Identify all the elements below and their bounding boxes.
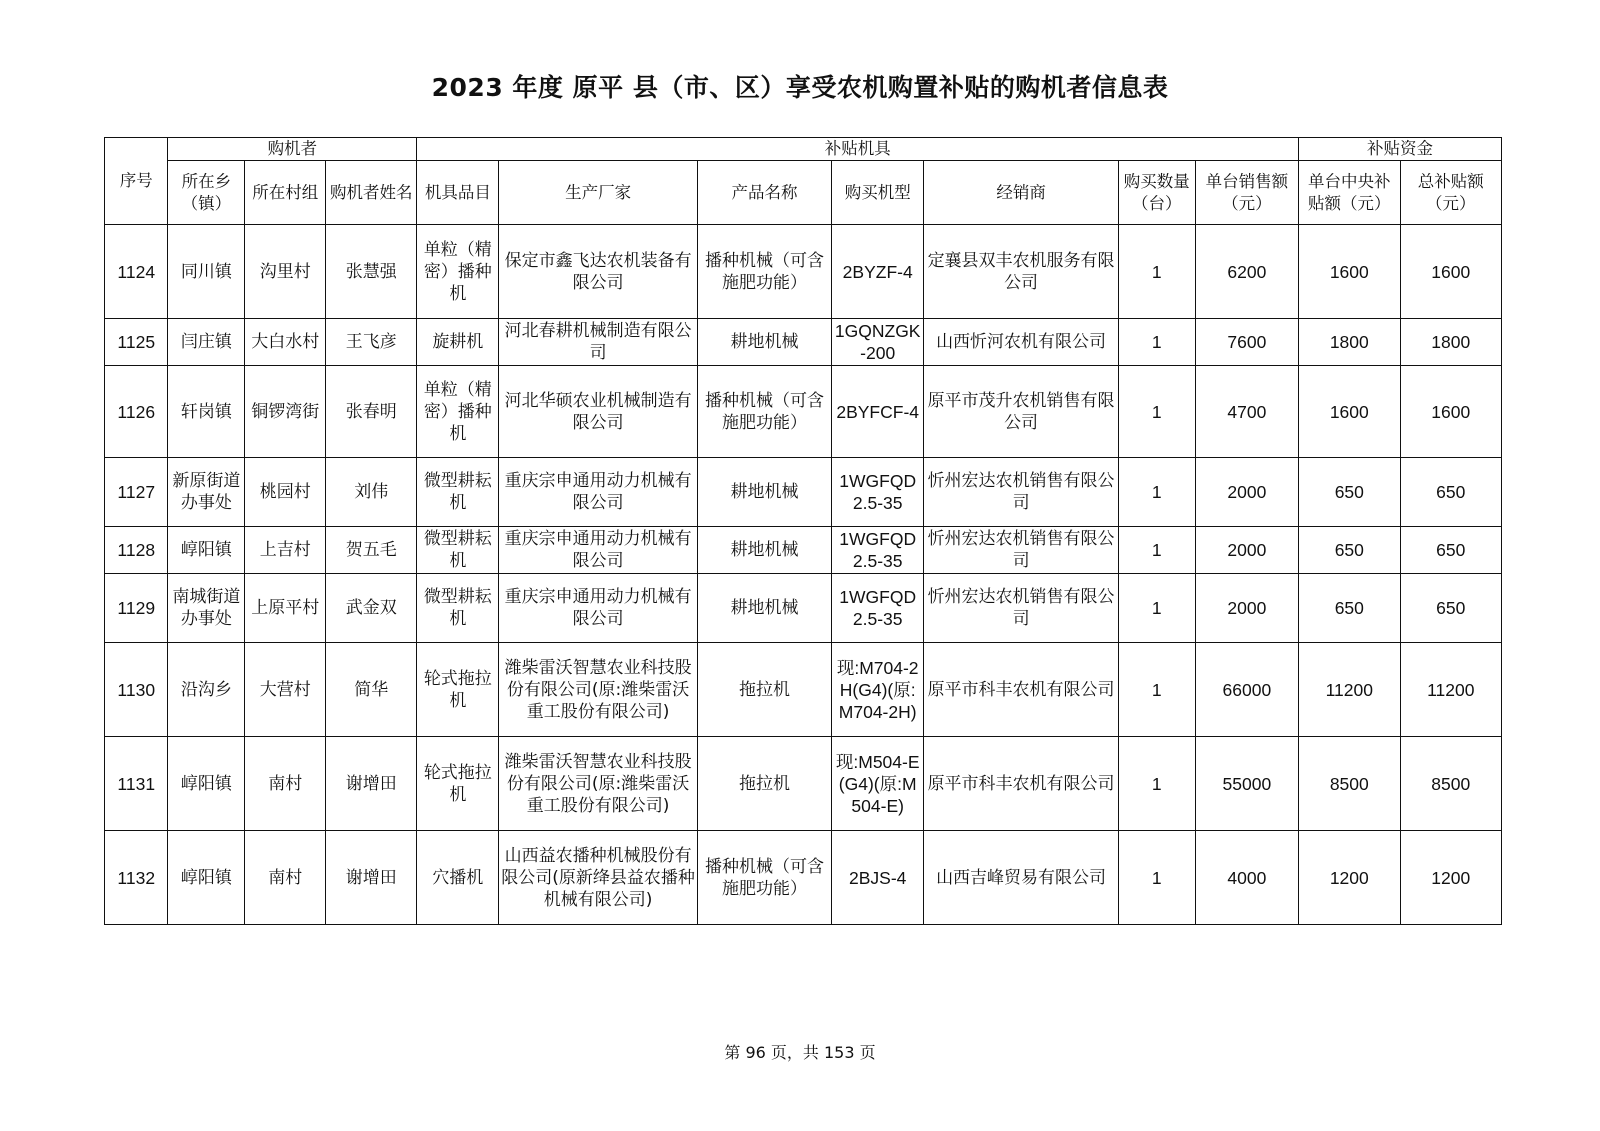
cell-town: 同川镇 bbox=[168, 225, 245, 319]
cell-product: 耕地机械 bbox=[697, 574, 831, 643]
cell-buyer-name: 武金双 bbox=[326, 574, 417, 643]
header-quantity: 购买数量（台） bbox=[1118, 161, 1195, 225]
cell-product: 播种机械（可含施肥功能） bbox=[697, 225, 831, 319]
cell-central-subsidy: 1600 bbox=[1299, 225, 1400, 319]
header-central-subsidy: 单台中央补贴额（元） bbox=[1299, 161, 1400, 225]
cell-unit-price: 55000 bbox=[1195, 737, 1298, 831]
cell-manufacturer: 潍柴雷沃智慧农业科技股份有限公司(原:潍柴雷沃重工股份有限公司) bbox=[499, 643, 698, 737]
cell-model: 现:M704-2H(G4)(原:M704-2H) bbox=[832, 643, 924, 737]
cell-model: 2BYFCF-4 bbox=[832, 366, 924, 458]
cell-unit-price: 4700 bbox=[1195, 366, 1298, 458]
header-model: 购买机型 bbox=[832, 161, 924, 225]
cell-quantity: 1 bbox=[1118, 225, 1195, 319]
cell-buyer-name: 简华 bbox=[326, 643, 417, 737]
cell-central-subsidy: 650 bbox=[1299, 574, 1400, 643]
cell-product: 耕地机械 bbox=[697, 319, 831, 366]
table-row bbox=[105, 527, 1502, 574]
cell-category: 轮式拖拉机 bbox=[417, 737, 499, 831]
header-village: 所在村组 bbox=[245, 161, 326, 225]
cell-seq: 1128 bbox=[105, 527, 168, 574]
cell-village: 南村 bbox=[245, 831, 326, 925]
cell-central-subsidy: 650 bbox=[1299, 458, 1400, 527]
cell-buyer-name: 刘伟 bbox=[326, 458, 417, 527]
cell-product: 拖拉机 bbox=[697, 643, 831, 737]
cell-total-subsidy: 650 bbox=[1400, 527, 1502, 574]
cell-total-subsidy: 8500 bbox=[1400, 737, 1502, 831]
cell-seq: 1131 bbox=[105, 737, 168, 831]
cell-buyer-name: 贺五毛 bbox=[326, 527, 417, 574]
cell-village: 大营村 bbox=[245, 643, 326, 737]
table-row bbox=[105, 643, 1502, 737]
cell-village: 大白水村 bbox=[245, 319, 326, 366]
cell-total-subsidy: 1600 bbox=[1400, 366, 1502, 458]
cell-central-subsidy: 8500 bbox=[1299, 737, 1400, 831]
cell-buyer-name: 谢增田 bbox=[326, 737, 417, 831]
cell-town: 南城街道办事处 bbox=[168, 574, 245, 643]
cell-category: 穴播机 bbox=[417, 831, 499, 925]
cell-quantity: 1 bbox=[1118, 643, 1195, 737]
cell-town: 闫庄镇 bbox=[168, 319, 245, 366]
cell-central-subsidy: 11200 bbox=[1299, 643, 1400, 737]
cell-central-subsidy: 650 bbox=[1299, 527, 1400, 574]
cell-product: 播种机械（可含施肥功能） bbox=[697, 366, 831, 458]
page-footer: 第 96 页，共 153 页 bbox=[724, 1043, 876, 1062]
cell-model: 1WGFQD2.5-35 bbox=[832, 574, 924, 643]
cell-model: 2BJS-4 bbox=[832, 831, 924, 925]
header-group-machine: 补贴机具 bbox=[417, 138, 1299, 161]
subsidy-table bbox=[104, 137, 1502, 925]
cell-category: 单粒（精密）播种机 bbox=[417, 366, 499, 458]
cell-buyer-name: 王飞彦 bbox=[326, 319, 417, 366]
cell-quantity: 1 bbox=[1118, 366, 1195, 458]
cell-village: 铜锣湾街 bbox=[245, 366, 326, 458]
cell-manufacturer: 潍柴雷沃智慧农业科技股份有限公司(原:潍柴雷沃重工股份有限公司) bbox=[499, 737, 698, 831]
cell-unit-price: 2000 bbox=[1195, 458, 1298, 527]
page-title: 2023 年度 原平 县（市、区）享受农机购置补贴的购机者信息表 bbox=[431, 73, 1169, 102]
cell-village: 上吉村 bbox=[245, 527, 326, 574]
cell-total-subsidy: 650 bbox=[1400, 574, 1502, 643]
cell-seq: 1125 bbox=[105, 319, 168, 366]
cell-village: 桃园村 bbox=[245, 458, 326, 527]
header-product: 产品名称 bbox=[697, 161, 831, 225]
cell-total-subsidy: 1600 bbox=[1400, 225, 1502, 319]
table-row bbox=[105, 737, 1502, 831]
cell-quantity: 1 bbox=[1118, 574, 1195, 643]
table-row bbox=[105, 319, 1502, 366]
cell-unit-price: 2000 bbox=[1195, 574, 1298, 643]
cell-manufacturer: 河北春耕机械制造有限公司 bbox=[499, 319, 698, 366]
cell-central-subsidy: 1600 bbox=[1299, 366, 1400, 458]
cell-total-subsidy: 1800 bbox=[1400, 319, 1502, 366]
cell-category: 微型耕耘机 bbox=[417, 527, 499, 574]
cell-dealer: 原平市茂升农机销售有限公司 bbox=[924, 366, 1119, 458]
cell-manufacturer: 山西益农播种机械股份有限公司(原新绛县益农播种机械有限公司) bbox=[499, 831, 698, 925]
cell-category: 轮式拖拉机 bbox=[417, 643, 499, 737]
header-town: 所在乡（镇） bbox=[168, 161, 245, 225]
cell-model: 2BYZF-4 bbox=[832, 225, 924, 319]
cell-quantity: 1 bbox=[1118, 319, 1195, 366]
header-unit-price: 单台销售额（元） bbox=[1195, 161, 1298, 225]
cell-manufacturer: 保定市鑫飞达农机装备有限公司 bbox=[499, 225, 698, 319]
header-total-subsidy: 总补贴额（元） bbox=[1400, 161, 1502, 225]
cell-dealer: 原平市科丰农机有限公司 bbox=[924, 643, 1119, 737]
cell-quantity: 1 bbox=[1118, 737, 1195, 831]
cell-manufacturer: 重庆宗申通用动力机械有限公司 bbox=[499, 527, 698, 574]
cell-buyer-name: 张慧强 bbox=[326, 225, 417, 319]
header-manufacturer: 生产厂家 bbox=[499, 161, 698, 225]
header-category: 机具品目 bbox=[417, 161, 499, 225]
header-dealer: 经销商 bbox=[924, 161, 1119, 225]
cell-town: 崞阳镇 bbox=[168, 737, 245, 831]
table-row bbox=[105, 366, 1502, 458]
cell-category: 微型耕耘机 bbox=[417, 458, 499, 527]
cell-seq: 1124 bbox=[105, 225, 168, 319]
cell-model: 1WGFQD2.5-35 bbox=[832, 527, 924, 574]
cell-central-subsidy: 1200 bbox=[1299, 831, 1400, 925]
cell-seq: 1126 bbox=[105, 366, 168, 458]
cell-manufacturer: 河北华硕农业机械制造有限公司 bbox=[499, 366, 698, 458]
cell-village: 沟里村 bbox=[245, 225, 326, 319]
cell-town: 崞阳镇 bbox=[168, 527, 245, 574]
cell-seq: 1129 bbox=[105, 574, 168, 643]
cell-dealer: 定襄县双丰农机服务有限公司 bbox=[924, 225, 1119, 319]
cell-category: 微型耕耘机 bbox=[417, 574, 499, 643]
cell-manufacturer: 重庆宗申通用动力机械有限公司 bbox=[499, 574, 698, 643]
table-row bbox=[105, 458, 1502, 527]
header-group-buyer: 购机者 bbox=[168, 138, 417, 161]
cell-dealer: 山西忻河农机有限公司 bbox=[924, 319, 1119, 366]
cell-unit-price: 2000 bbox=[1195, 527, 1298, 574]
cell-unit-price: 7600 bbox=[1195, 319, 1298, 366]
cell-total-subsidy: 11200 bbox=[1400, 643, 1502, 737]
header-group-funds: 补贴资金 bbox=[1299, 138, 1502, 161]
cell-model: 1WGFQD2.5-35 bbox=[832, 458, 924, 527]
cell-manufacturer: 重庆宗申通用动力机械有限公司 bbox=[499, 458, 698, 527]
cell-dealer: 原平市科丰农机有限公司 bbox=[924, 737, 1119, 831]
cell-dealer: 忻州宏达农机销售有限公司 bbox=[924, 574, 1119, 643]
cell-product: 播种机械（可含施肥功能） bbox=[697, 831, 831, 925]
header-seq: 序号 bbox=[105, 138, 168, 225]
cell-seq: 1130 bbox=[105, 643, 168, 737]
cell-quantity: 1 bbox=[1118, 527, 1195, 574]
table-row bbox=[105, 225, 1502, 319]
header-buyer-name: 购机者姓名 bbox=[326, 161, 417, 225]
cell-category: 旋耕机 bbox=[417, 319, 499, 366]
cell-seq: 1127 bbox=[105, 458, 168, 527]
cell-quantity: 1 bbox=[1118, 458, 1195, 527]
cell-village: 上原平村 bbox=[245, 574, 326, 643]
cell-dealer: 山西吉峰贸易有限公司 bbox=[924, 831, 1119, 925]
cell-model: 现:M504-E(G4)(原:M504-E) bbox=[832, 737, 924, 831]
table-row bbox=[105, 574, 1502, 643]
cell-model: 1GQNZGK-200 bbox=[832, 319, 924, 366]
cell-category: 单粒（精密）播种机 bbox=[417, 225, 499, 319]
cell-town: 崞阳镇 bbox=[168, 831, 245, 925]
cell-total-subsidy: 1200 bbox=[1400, 831, 1502, 925]
cell-village: 南村 bbox=[245, 737, 326, 831]
cell-unit-price: 4000 bbox=[1195, 831, 1298, 925]
cell-dealer: 忻州宏达农机销售有限公司 bbox=[924, 458, 1119, 527]
cell-town: 轩岗镇 bbox=[168, 366, 245, 458]
cell-dealer: 忻州宏达农机销售有限公司 bbox=[924, 527, 1119, 574]
cell-product: 耕地机械 bbox=[697, 527, 831, 574]
cell-total-subsidy: 650 bbox=[1400, 458, 1502, 527]
cell-town: 新原街道办事处 bbox=[168, 458, 245, 527]
cell-unit-price: 66000 bbox=[1195, 643, 1298, 737]
cell-quantity: 1 bbox=[1118, 831, 1195, 925]
cell-unit-price: 6200 bbox=[1195, 225, 1298, 319]
table-row bbox=[105, 831, 1502, 925]
cell-buyer-name: 张春明 bbox=[326, 366, 417, 458]
cell-seq: 1132 bbox=[105, 831, 168, 925]
cell-buyer-name: 谢增田 bbox=[326, 831, 417, 925]
cell-product: 耕地机械 bbox=[697, 458, 831, 527]
cell-central-subsidy: 1800 bbox=[1299, 319, 1400, 366]
cell-product: 拖拉机 bbox=[697, 737, 831, 831]
cell-town: 沿沟乡 bbox=[168, 643, 245, 737]
